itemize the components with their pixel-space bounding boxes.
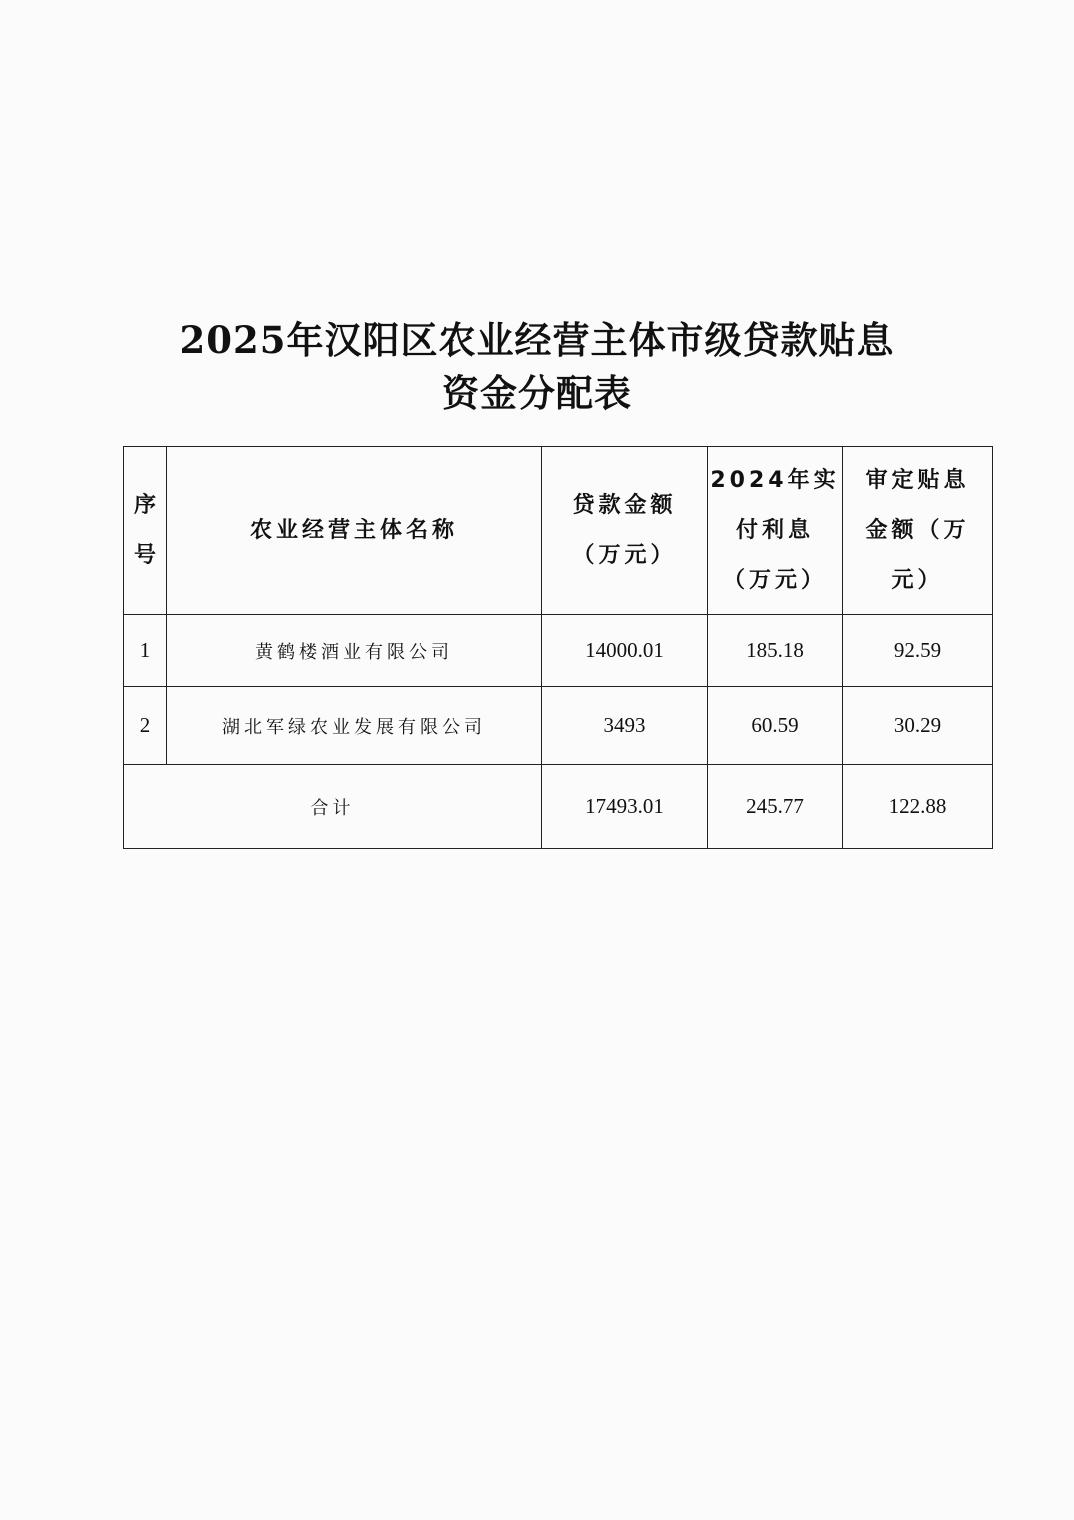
total-label: 合计 (124, 765, 542, 849)
cell-interest-paid: 185.18 (708, 615, 843, 687)
page-title: 2025年汉阳区农业经营主体市级贷款贴息 (179, 318, 895, 362)
table-total-row (124, 765, 993, 849)
cell-loan-amount: 3493 (542, 687, 708, 765)
cell-seq: 1 (124, 615, 167, 687)
cell-interest-paid: 60.59 (708, 687, 843, 765)
page-title-line-2: 资金分配表 (442, 371, 632, 415)
header-subsidy-amount: 审定贴息 金额（万 元） (843, 447, 993, 615)
header-interest-paid: 2024年实 付利息 （万元） (708, 447, 843, 615)
total-interest-paid: 245.77 (708, 765, 843, 849)
table-header-row (124, 447, 993, 615)
cell-subsidy-amount: 30.29 (843, 687, 993, 765)
cell-entity-name: 黄鹤楼酒业有限公司 (167, 615, 542, 687)
cell-seq: 2 (124, 687, 167, 765)
header-seq: 序 号 (124, 447, 167, 615)
header-loan-amount: 贷款金额 （万元） (542, 447, 708, 615)
header-entity-name: 农业经营主体名称 (167, 447, 542, 615)
cell-loan-amount: 14000.01 (542, 615, 708, 687)
allocation-table (123, 446, 993, 849)
total-loan-amount: 17493.01 (542, 765, 708, 849)
cell-entity-name: 湖北军绿农业发展有限公司 (167, 687, 542, 765)
cell-subsidy-amount: 92.59 (843, 615, 993, 687)
total-subsidy-amount: 122.88 (843, 765, 993, 849)
table-row (124, 687, 993, 765)
table-row (124, 615, 993, 687)
